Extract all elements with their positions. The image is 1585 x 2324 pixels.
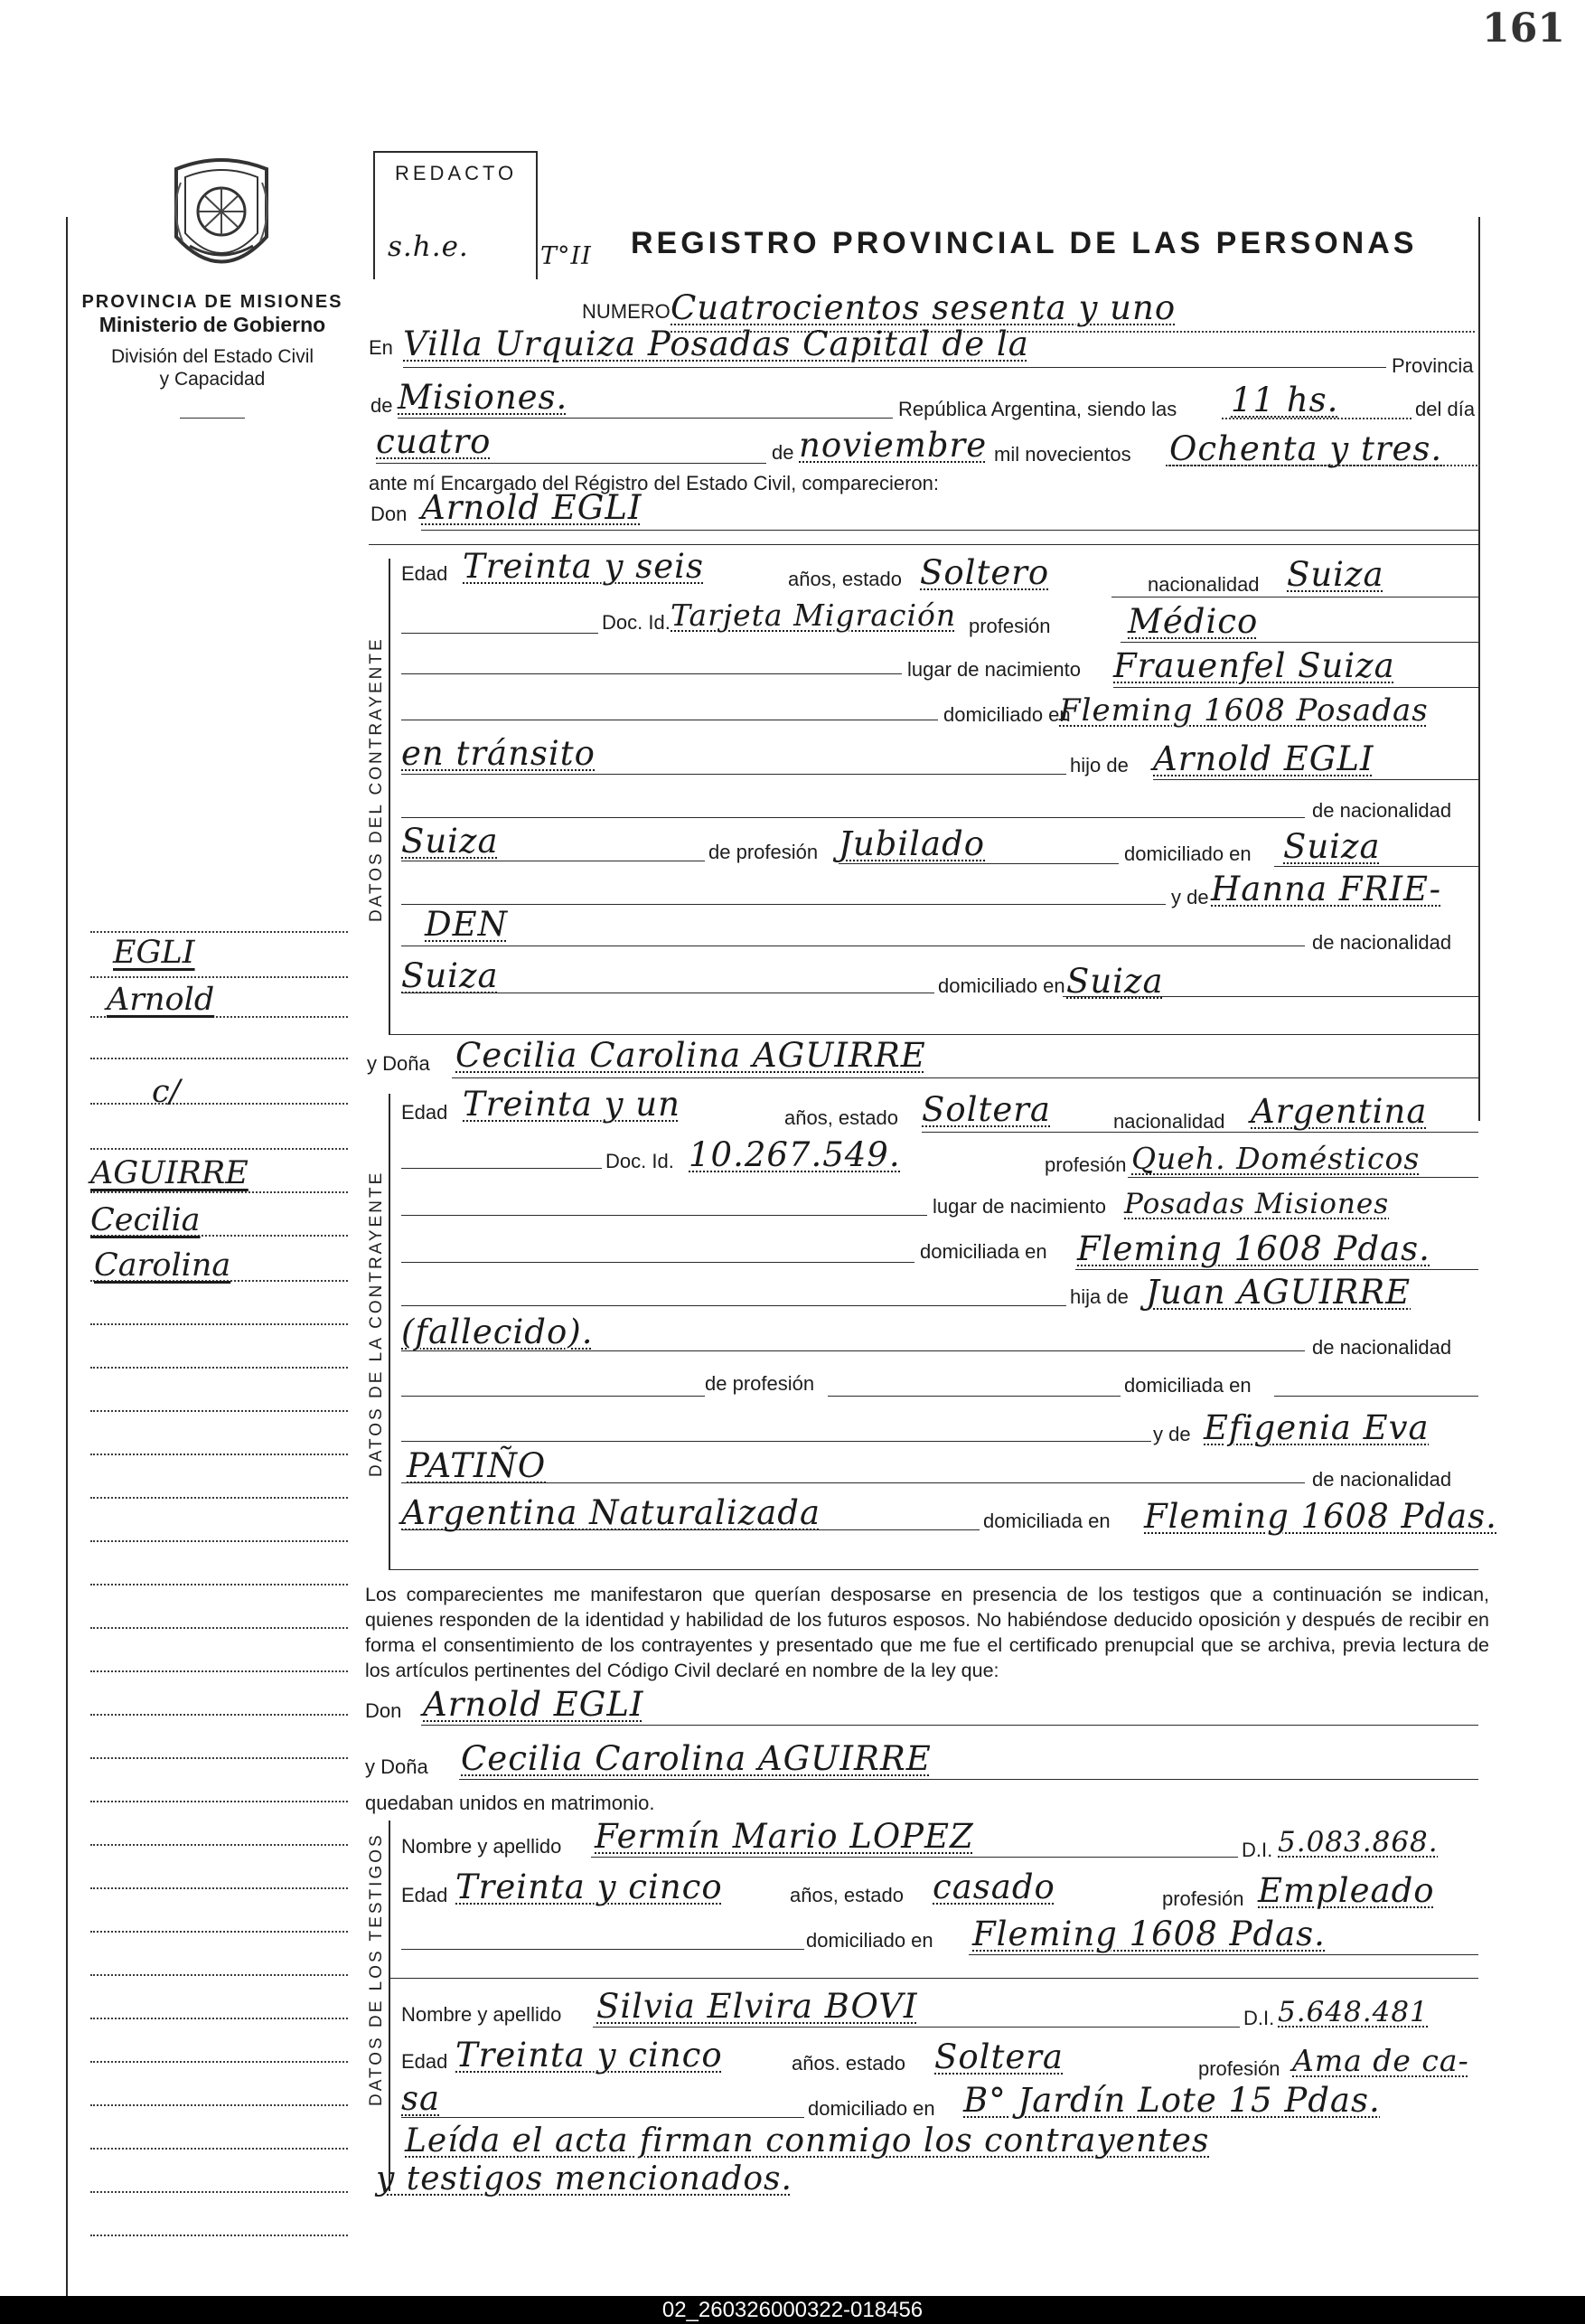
c1-madre-value-2: DEN: [425, 905, 509, 944]
c2-de-profesion-label: de profesión: [705, 1372, 815, 1395]
decl-don-label: Don: [365, 1699, 402, 1722]
c2-lugar-label: lugar de nacimiento: [933, 1195, 1107, 1218]
t2-profesion-value: Ama de ca-: [1292, 2043, 1469, 2078]
c1-prof-line: [1121, 642, 1478, 643]
c2-y-de-label: y de: [1153, 1423, 1191, 1445]
margin-line-10: [90, 1367, 348, 1369]
margin-line-12: [90, 1454, 348, 1455]
margin-line-20: [90, 1801, 348, 1802]
c2-bottom-line: [389, 1569, 1478, 1570]
redacto-value: s.h.e.: [388, 231, 469, 263]
t2-nombre-line: [593, 2027, 1240, 2028]
c1-padre-prof-value: Jubilado: [839, 824, 986, 863]
c2-madre-nac-line: [401, 1529, 980, 1530]
margin-line-22: [90, 1887, 348, 1889]
margin-line-3: [90, 1058, 348, 1059]
contrayente-section-line: [389, 559, 390, 1035]
margin-line-27: [90, 2104, 348, 2106]
c2-madre-dom-value: Fleming 1608 Pdas.: [1144, 1497, 1497, 1536]
closing-line-2: y testigos mencionados.: [376, 2160, 792, 2197]
footer-code-bar: 02_260326000322-018456: [0, 2296, 1585, 2324]
c2-nacionalidad-label: nacionalidad: [1113, 1110, 1225, 1133]
t1-domicilio-value: Fleming 1608 Pdas.: [972, 1915, 1326, 1953]
decl-dona-value: Cecilia Carolina AGUIRRE: [461, 1739, 932, 1778]
margin-line-top-1: [90, 931, 348, 933]
c1-de-nac-label: de nacionalidad: [1312, 799, 1452, 822]
c2-edad-label: Edad: [401, 1101, 448, 1124]
c2-y-de-line: [401, 1441, 1151, 1442]
dona-value: Cecilia Carolina AGUIRRE: [455, 1036, 926, 1075]
c1-hijo-line: [401, 774, 1066, 775]
c1-padre-nac-value: Suiza: [401, 822, 499, 861]
c1-domicilio-label: domiciliado en: [943, 703, 1071, 726]
margin-line-25: [90, 2018, 348, 2019]
margin-line-17: [90, 1670, 348, 1672]
margin-line-15: [90, 1584, 348, 1585]
t2-doc-label: D.I.: [1243, 2007, 1275, 2029]
c2-prof-line: [1128, 1177, 1478, 1178]
t1-nombre-label: Nombre y apellido: [401, 1835, 562, 1858]
provincia-label: Provincia: [1392, 354, 1474, 377]
c2-doc-line: [401, 1168, 602, 1169]
c1-lugar-line-2: [1113, 687, 1478, 688]
republica-label: República Argentina, siendo las: [898, 398, 1177, 420]
c1-doc-label: Doc. Id.: [602, 611, 671, 634]
dia-value: cuatro: [376, 422, 492, 461]
c2-estado-value: Soltera: [922, 1090, 1051, 1129]
c1-padre-dom-line: [1274, 866, 1478, 867]
c1-estado-value: Soltero: [920, 553, 1050, 592]
c1-profesion-value: Médico: [1128, 602, 1259, 641]
anio-value: Ochenta y tres.: [1169, 429, 1443, 468]
decl-don-value: Arnold EGLI: [423, 1685, 644, 1724]
t2-edad-value: Treinta y cinco: [455, 2036, 723, 2075]
c2-edad-value: Treinta y un: [463, 1085, 680, 1124]
c2-madre-line: [401, 1482, 1305, 1483]
de-label: de: [370, 394, 393, 417]
c1-domicilio-value: Fleming 1608 Posadas: [1059, 692, 1429, 729]
margin-line-1: [90, 976, 348, 978]
testigos-section-line: [389, 1821, 390, 2191]
t1-nombre-value: Fermín Mario LOPEZ: [595, 1817, 974, 1856]
margin-line-28: [90, 2148, 348, 2150]
de-value: Misiones.: [398, 378, 568, 417]
margin-line-4: [90, 1103, 348, 1105]
dona-label: y Doña: [367, 1052, 430, 1075]
t1-profesion-label: profesión: [1162, 1887, 1244, 1910]
c1-madre-value: Hanna FRIE-: [1211, 870, 1442, 908]
del-dia-label: del día: [1415, 398, 1476, 420]
province-name: PROVINCIA DE MISIONES: [81, 292, 343, 312]
c2-dom-line: [401, 1262, 914, 1263]
c1-anos-label: años, estado: [788, 568, 902, 590]
c2-doc-value: 10.267.549.: [689, 1135, 901, 1174]
c2-madre-dom-label: domiciliada en: [983, 1510, 1111, 1532]
margin-line-14: [90, 1540, 348, 1542]
seal-icon: [163, 155, 280, 282]
c1-madre-de-nac-label: de nacionalidad: [1312, 931, 1452, 954]
c1-padre-line: [1153, 779, 1478, 780]
en-value: Villa Urquiza Posadas Capital de la: [403, 325, 1029, 363]
margin-line-23: [90, 1931, 348, 1933]
ministry-name: Ministerio de Gobierno: [98, 313, 326, 336]
redacto-box: [373, 151, 538, 279]
c2-domicilio-label: domiciliada en: [920, 1240, 1047, 1263]
decl-don-line: [421, 1725, 1478, 1726]
de-line: [398, 418, 893, 419]
margin-line-26: [90, 2061, 348, 2063]
c2-lugar-value: Posadas Misiones: [1124, 1188, 1390, 1220]
c1-bottom-line: [389, 1034, 1478, 1035]
don-value: Arnold EGLI: [421, 488, 642, 527]
margin-index-name-3: Carolina: [94, 1247, 231, 1284]
margin-line-16: [90, 1627, 348, 1629]
margin-line-13: [90, 1497, 348, 1499]
c1-padre-dom-value: Suiza: [1283, 827, 1381, 866]
c1-y-de-line: [401, 904, 1166, 905]
c2-madre-value-2: PATIÑO: [407, 1446, 547, 1485]
c1-edad-value: Treinta y seis: [463, 547, 704, 586]
t2-doc-value: 5.648.481: [1278, 1996, 1429, 2028]
t2-nombre-value: Silvia Elvira BOVI: [596, 1987, 918, 2026]
decl-dona-label: y Doña: [365, 1755, 428, 1778]
c2-padre-prof-line-2: [828, 1396, 1121, 1397]
numero-value: Cuatrocientos sesenta y uno: [671, 288, 1177, 327]
margin-index-surname-1: EGLI: [113, 935, 195, 971]
coat-of-arms-seal: [163, 155, 280, 282]
margin-line-29: [90, 2191, 348, 2193]
don-line: [421, 530, 1478, 531]
c1-nacionalidad-label: nacionalidad: [1148, 573, 1260, 596]
t1-nombre-line: [591, 1857, 1238, 1858]
t2-nombre-label: Nombre y apellido: [401, 2003, 562, 2026]
t1-edad-label: Edad: [401, 1884, 448, 1906]
mes-value: noviembre: [799, 426, 988, 465]
c2-anos-label: años, estado: [784, 1106, 898, 1129]
margin-line-24: [90, 1974, 348, 1976]
c1-profesion-label: profesión: [969, 615, 1051, 637]
division-name: División del Estado Civil: [110, 346, 314, 367]
t1-dom-line-2: [969, 1954, 1478, 1955]
c1-padre-nac-line: [401, 817, 1305, 818]
hora-line: [1222, 418, 1411, 419]
c2-padre-value-2: (fallecido).: [401, 1313, 594, 1351]
testigos-section-label: DATOS DE LOS TESTIGOS: [367, 1832, 386, 2106]
decl-closing: quedaban unidos en matrimonio.: [365, 1792, 655, 1814]
header-divider: [180, 418, 245, 419]
t1-estado-value: casado: [933, 1868, 1055, 1906]
margin-line-19: [90, 1757, 348, 1759]
tomo-value: T°II: [540, 242, 592, 270]
t1-profesion-value: Empleado: [1258, 1871, 1435, 1910]
contrayente2-section-line: [389, 1094, 390, 1569]
c2-madre-de-nac-label: de nacionalidad: [1312, 1468, 1452, 1491]
c2-row1-line: [922, 1132, 1478, 1133]
c2-padre-line: [401, 1350, 1305, 1351]
contrayente2-section-label: DATOS DE LA CONTRAYENTE: [367, 1170, 386, 1477]
t2-dom-line: [401, 2117, 804, 2118]
dona-line: [452, 1077, 1478, 1078]
c1-domiciliado-label: domiciliado en: [1124, 842, 1252, 865]
t2-edad-label: Edad: [401, 2050, 448, 2073]
redacto-label: REDACTO: [395, 162, 518, 184]
margin-index-surname-2: AGUIRRE: [90, 1155, 249, 1191]
decl-dona-line: [459, 1779, 1478, 1780]
margin-line-9: [90, 1323, 348, 1325]
t1-doc-value: 5.083.868.: [1278, 1826, 1439, 1858]
c2-de-nac-label: de nacionalidad: [1312, 1336, 1452, 1359]
margin-index-name-2: Cecilia: [90, 1202, 201, 1238]
hora-value: 11 hs.: [1231, 381, 1339, 419]
margin-index-name-1: Arnold: [107, 982, 215, 1018]
t2-domicilio-value: B° Jardín Lote 15 Pdas.: [963, 2081, 1381, 2120]
c2-dom-line-2: [1075, 1269, 1478, 1270]
t2-domicilio-label: domiciliado en: [808, 2097, 935, 2120]
t2-estado-value: Soltera: [934, 2037, 1064, 2076]
t1-doc-label: D.I.: [1242, 1839, 1273, 1861]
c1-y-de-label: y de: [1171, 886, 1209, 908]
c1-doc-line: [401, 633, 598, 634]
c1-nacionalidad-value: Suiza: [1287, 555, 1384, 594]
en-label: En: [369, 336, 393, 359]
right-frame-line: [1478, 217, 1480, 1121]
t2-anos-label: años. estado: [792, 2052, 905, 2075]
contrayente-section-label: DATOS DEL CONTRAYENTE: [367, 636, 386, 922]
c1-domicilio-value-2: en tránsito: [401, 734, 596, 773]
anio-line: [1166, 465, 1480, 466]
de-mes-label: de: [772, 441, 794, 464]
don-line-2: [369, 544, 1478, 545]
margin-index-separator: c/: [152, 1074, 181, 1110]
c2-profesion-value: Queh. Domésticos: [1131, 1141, 1421, 1176]
c1-de-profesion-label: de profesión: [708, 841, 819, 863]
mil-label: mil novecientos: [994, 443, 1131, 466]
t1-domicilio-label: domiciliado en: [806, 1929, 933, 1952]
declaration-text: Los comparecientes me manifestaron que querían desposarse en presencia de los testigos que a continuación se indican, quienes responden de la identidad y habilidad de los futuros esposos. No habiéndose deducido oposición y después de recibir en forma el consentimiento de los contrayentes y presentado que me fue el certificado prenupcial que se archiva, previa lectura de los artículos pertinentes del Código Civil declaré en nombre de la ley que:: [365, 1584, 1489, 1681]
c1-lugar-line: [401, 673, 902, 674]
closing-line-1: Leída el acta firman conmigo los contrayentes: [405, 2122, 1210, 2159]
page-number: 161: [1482, 5, 1565, 52]
c1-hijo-label: hijo de: [1070, 754, 1129, 776]
t1-dom-line: [401, 1949, 804, 1950]
c2-hija-label: hija de: [1070, 1285, 1129, 1308]
t2-profesion-label: profesión: [1198, 2057, 1280, 2080]
en-line: [403, 367, 1386, 368]
c1-doc-value: Tarjeta Migración: [671, 597, 957, 633]
t1-bottom-line: [389, 1978, 1478, 1979]
numero-label: NUMERO: [582, 300, 671, 323]
t2-profesion-value-2: sa: [401, 2079, 441, 2118]
c1-padre-value: Arnold EGLI: [1153, 739, 1374, 778]
ante-text: ante mí Encargado del Régistro del Estado Civil, comparecieron:: [369, 472, 939, 494]
c2-doc-label: Doc. Id.: [605, 1150, 674, 1172]
c1-madre-nac-value: Suiza: [401, 956, 499, 995]
c2-padre-dom-line: [1274, 1396, 1478, 1397]
margin-line-18: [90, 1714, 348, 1716]
c1-madre-dom-label: domiciliado en: [938, 974, 1065, 997]
province-header: [81, 291, 343, 419]
t1-anos-label: años, estado: [790, 1884, 904, 1906]
c2-domiciliada-label: domiciliada en: [1124, 1374, 1252, 1397]
c1-madre-dom-line: [1063, 996, 1478, 997]
registry-title: REGISTRO PROVINCIAL DE LAS PERSONAS: [631, 226, 1418, 260]
c1-lugar-value: Frauenfel Suiza: [1113, 646, 1395, 685]
c2-domicilio-value: Fleming 1608 Pdas.: [1077, 1229, 1430, 1268]
division-subtitle: y Capacidad: [159, 369, 266, 390]
margin-line-30: [90, 2235, 348, 2236]
left-margin-line: [66, 217, 68, 2323]
c2-madre-nac-value: Argentina Naturalizada: [401, 1493, 821, 1532]
c2-profesion-label: profesión: [1045, 1153, 1127, 1176]
margin-line-21: [90, 1844, 348, 1846]
c2-lugar-line: [401, 1215, 927, 1216]
t1-edad-value: Treinta y cinco: [455, 1868, 723, 1906]
dia-line: [376, 463, 766, 464]
c1-lugar-label: lugar de nacimiento: [907, 658, 1082, 681]
c2-padre-value: Juan AGUIRRE: [1146, 1273, 1411, 1312]
don-label: Don: [370, 503, 408, 525]
c2-hija-line: [401, 1305, 1066, 1306]
c1-edad-label: Edad: [401, 562, 448, 585]
c1-madre-dom-value: Suiza: [1066, 962, 1164, 1001]
c2-nacionalidad-value: Argentina: [1251, 1092, 1428, 1131]
c2-padre-prof-line: [401, 1396, 705, 1397]
margin-line-6: [90, 1191, 348, 1193]
margin-line-11: [90, 1410, 348, 1412]
margin-line-5: [90, 1148, 348, 1150]
c2-madre-value: Efigenia Eva: [1204, 1408, 1430, 1447]
c1-padre-prof-line: [839, 863, 1119, 864]
